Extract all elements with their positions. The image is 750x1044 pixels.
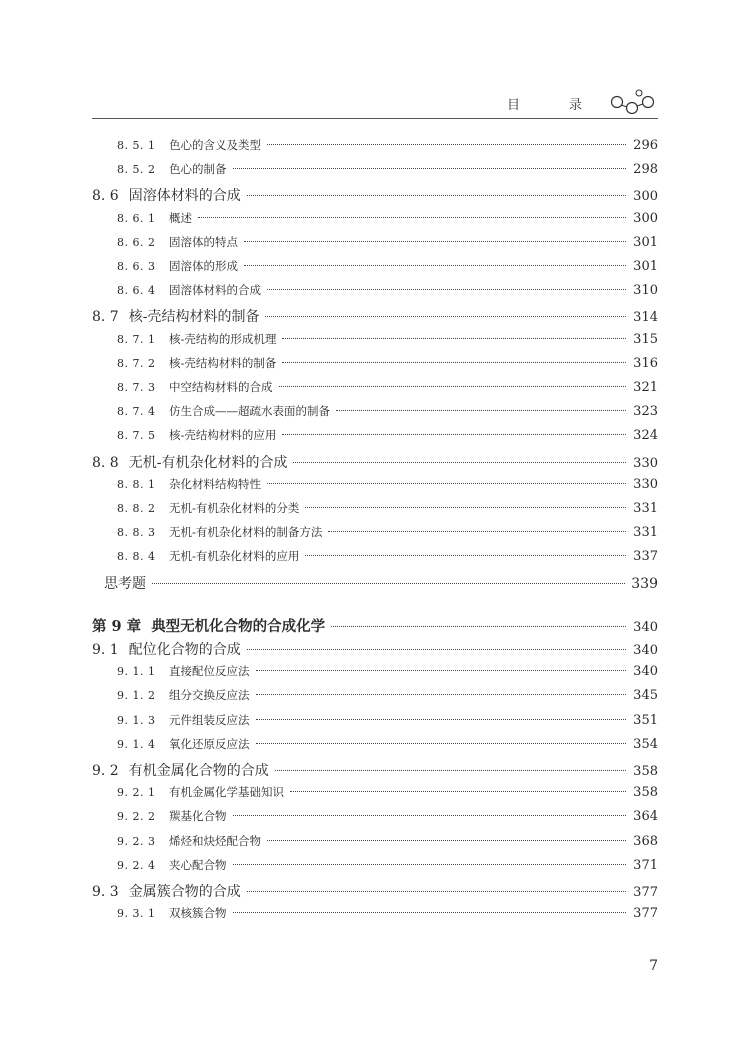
toc-subsection[interactable]	[117, 282, 658, 298]
toc-title: 仿生合成——超疏水表面的制备	[169, 404, 330, 419]
toc-title: 无机-有机杂化材料的应用	[169, 549, 300, 564]
toc-number: 9. 2	[92, 763, 119, 779]
dot-leader	[233, 864, 627, 865]
dot-leader	[247, 891, 626, 892]
dot-leader	[290, 791, 626, 792]
toc-subsection[interactable]	[117, 355, 658, 371]
toc-page-number: 300	[633, 189, 658, 205]
toc-subsection[interactable]	[117, 137, 658, 153]
toc-subsection[interactable]	[117, 476, 658, 492]
toc-subsection[interactable]	[117, 784, 658, 800]
toc-subsection[interactable]	[117, 161, 658, 177]
toc-page-number: 296	[633, 138, 658, 153]
toc-title: 典型无机化合物的合成化学	[151, 617, 326, 635]
toc-title: 氧化还原反应法	[169, 736, 250, 751]
dot-leader	[152, 583, 625, 584]
toc-page-number: 351	[633, 712, 658, 728]
toc-section[interactable]	[92, 452, 658, 472]
toc-subsection[interactable]	[117, 403, 658, 419]
toc-page-number: 354	[633, 736, 658, 752]
dot-leader	[282, 362, 626, 363]
dot-leader	[256, 694, 627, 695]
toc-number: 8. 8. 2	[117, 502, 156, 515]
dot-leader	[282, 338, 626, 339]
dot-leader	[275, 770, 626, 771]
toc-title: 直接配位反应法	[169, 664, 250, 679]
dot-leader	[267, 483, 626, 484]
dot-leader	[305, 555, 626, 556]
toc-subsection[interactable]	[117, 712, 658, 728]
toc-title: 核-壳结构材料的应用	[169, 428, 277, 443]
toc-title: 杂化材料结构特性	[169, 476, 261, 491]
toc-page-number: 298	[633, 162, 658, 178]
toc-number: 9. 1. 1	[117, 665, 156, 679]
toc-title: 双核簇合物	[169, 906, 227, 921]
toc-number: 8. 7. 2	[117, 356, 156, 370]
dot-leader	[233, 815, 627, 816]
toc-number: 8. 7	[92, 309, 119, 326]
dot-leader	[265, 316, 626, 317]
toc-page-number: 321	[633, 380, 658, 395]
toc-page-number: 323	[633, 404, 658, 420]
toc-page-number: 377	[633, 885, 658, 900]
toc-section[interactable]	[92, 881, 658, 901]
toc-number: 9. 3	[92, 884, 119, 900]
toc-number: 9. 3. 1	[117, 907, 156, 921]
header-title: 目 录	[506, 98, 600, 113]
toc-subsection[interactable]	[117, 687, 658, 703]
toc-number: 8. 8. 4	[117, 550, 156, 564]
dot-leader	[279, 386, 627, 387]
toc-number: 9. 2. 1	[117, 786, 156, 800]
dot-leader	[244, 241, 626, 242]
toc-title: 无机-有机杂化材料的制备方法	[169, 525, 323, 540]
toc-page-number: 368	[633, 833, 658, 849]
toc-number: 9. 1. 4	[117, 737, 156, 751]
running-header	[92, 88, 658, 118]
toc-subsection[interactable]	[117, 234, 658, 250]
molecule-logo-icon	[608, 88, 658, 114]
toc-title: 有机金属化学基础知识	[169, 785, 284, 800]
toc-page-number: 330	[633, 455, 658, 471]
toc-title: 金属簇合物的合成	[128, 884, 241, 900]
toc-page-number: 330	[633, 476, 658, 492]
toc-subsection[interactable]	[117, 331, 658, 347]
dot-leader	[244, 265, 626, 266]
toc-page-number: 337	[633, 549, 658, 565]
toc-title: 无机-有机杂化材料的分类	[169, 501, 300, 515]
toc-title: 概述	[169, 210, 192, 225]
toc-page-number: 345	[633, 688, 658, 704]
toc-title: 固溶体的特点	[169, 234, 238, 249]
toc-subsection[interactable]	[117, 736, 658, 752]
toc-page-number: 310	[633, 283, 658, 299]
toc-subsection[interactable]	[117, 808, 658, 824]
dot-leader	[331, 626, 626, 627]
toc-number: 8. 6	[92, 188, 119, 205]
toc-page-number: 340	[633, 619, 658, 635]
toc-number: 8. 8	[92, 454, 119, 471]
toc-title: 中空结构材料的合成	[169, 380, 273, 394]
toc-number: 第 9 章	[92, 617, 142, 635]
toc-number: 8. 8. 1	[117, 477, 156, 491]
toc-title: 固溶体材料的合成	[169, 283, 261, 298]
toc-page-number: 315	[633, 331, 658, 347]
toc-title: 色心的制备	[169, 162, 227, 177]
toc-page-number: 301	[633, 234, 658, 250]
dot-leader	[282, 434, 626, 435]
dot-leader	[256, 719, 627, 720]
toc-title: 核-壳结构材料的制备	[128, 309, 260, 326]
toc-page-number: 314	[633, 310, 658, 326]
toc-title: 配位化合物的合成	[128, 642, 241, 658]
toc-title: 色心的含义及类型	[169, 138, 261, 152]
toc-title: 固溶体材料的合成	[128, 188, 241, 205]
toc-title: 核-壳结构的形成机理	[169, 331, 277, 346]
toc-page-number: 358	[633, 785, 658, 801]
dot-leader	[293, 462, 626, 463]
toc-section[interactable]	[92, 639, 658, 659]
toc-title: 组分交换反应法	[169, 688, 250, 703]
toc-title: 有机金属化合物的合成	[128, 763, 269, 779]
toc-page-number: 377	[633, 906, 658, 922]
toc-number: 9. 2. 4	[117, 858, 156, 872]
toc-number: 8. 8. 3	[117, 526, 156, 540]
toc-subsection[interactable]	[117, 258, 658, 274]
toc-title: 思考题	[104, 575, 146, 592]
toc-number: 8. 7. 4	[117, 405, 156, 419]
toc-subsection[interactable]	[117, 500, 658, 516]
toc-subsection[interactable]	[117, 857, 658, 873]
toc-page-number: 340	[633, 664, 658, 680]
dot-leader	[247, 649, 626, 650]
dot-leader	[247, 195, 626, 196]
dot-leader	[267, 840, 626, 841]
toc-subsection[interactable]	[117, 379, 658, 395]
toc-number: 8. 6. 1	[117, 211, 156, 225]
toc-number: 9. 1. 2	[117, 689, 156, 703]
dot-leader	[256, 670, 627, 671]
toc-section[interactable]	[92, 760, 658, 780]
toc-title: 无机-有机杂化材料的合成	[128, 454, 288, 471]
toc-number: 8. 7. 1	[117, 332, 156, 346]
toc-page-number: 340	[633, 643, 658, 658]
toc-page-number: 300	[633, 210, 658, 226]
header-rule	[92, 118, 658, 119]
toc-section[interactable]	[92, 185, 658, 205]
toc-title: 元件组装反应法	[169, 712, 250, 727]
dot-leader	[336, 410, 626, 411]
toc-title: 夹心配合物	[169, 857, 227, 872]
toc-chapter[interactable]	[92, 615, 658, 636]
toc-title: 核-壳结构材料的制备	[169, 355, 277, 370]
toc-page-number: 371	[633, 857, 658, 873]
toc-subsection[interactable]	[117, 548, 658, 564]
toc-title: 羰基化合物	[169, 809, 227, 824]
toc-number: 8. 6. 3	[117, 260, 156, 273]
toc-page-number: 339	[631, 575, 658, 592]
toc-subsection[interactable]	[117, 833, 658, 849]
toc-number: 8. 7. 5	[117, 429, 156, 443]
toc-number: 8. 6. 4	[117, 284, 156, 298]
toc-page-number: 301	[633, 259, 658, 274]
dot-leader	[233, 168, 627, 169]
toc-number: 8. 5. 1	[117, 139, 156, 152]
toc-number: 8. 5. 2	[117, 163, 156, 177]
dot-leader	[267, 144, 626, 145]
toc-subsection[interactable]	[117, 524, 658, 540]
toc-page-number: 364	[633, 809, 658, 825]
toc-number: 9. 2. 2	[117, 810, 156, 824]
toc-page-number: 331	[633, 525, 658, 541]
toc-number: 8. 6. 2	[117, 235, 156, 249]
toc-page-number: 358	[633, 764, 658, 779]
toc-subsection[interactable]	[117, 663, 658, 679]
toc-number: 9. 1	[92, 642, 119, 658]
page-number: 7	[649, 958, 658, 974]
toc-page-number: 316	[633, 355, 658, 371]
dot-leader	[267, 289, 626, 290]
dot-leader	[328, 531, 626, 532]
toc-subsection[interactable]	[117, 210, 658, 226]
toc-number: 8. 7. 3	[117, 381, 156, 394]
dot-leader	[233, 912, 627, 913]
toc-section[interactable]	[92, 306, 658, 326]
toc-subsection[interactable]	[117, 905, 658, 921]
toc-title: 固溶体的形成	[169, 259, 238, 273]
dot-leader	[305, 507, 626, 508]
toc-page-number: 324	[633, 428, 658, 444]
toc-entry[interactable]	[104, 573, 658, 593]
toc-number: 9. 1. 3	[117, 713, 156, 727]
dot-leader	[198, 217, 626, 218]
toc-subsection[interactable]	[117, 427, 658, 443]
dot-leader	[256, 743, 627, 744]
toc-number: 9. 2. 3	[117, 834, 156, 848]
toc-page-number: 331	[633, 501, 658, 516]
toc-title: 烯烃和炔烃配合物	[169, 833, 261, 848]
